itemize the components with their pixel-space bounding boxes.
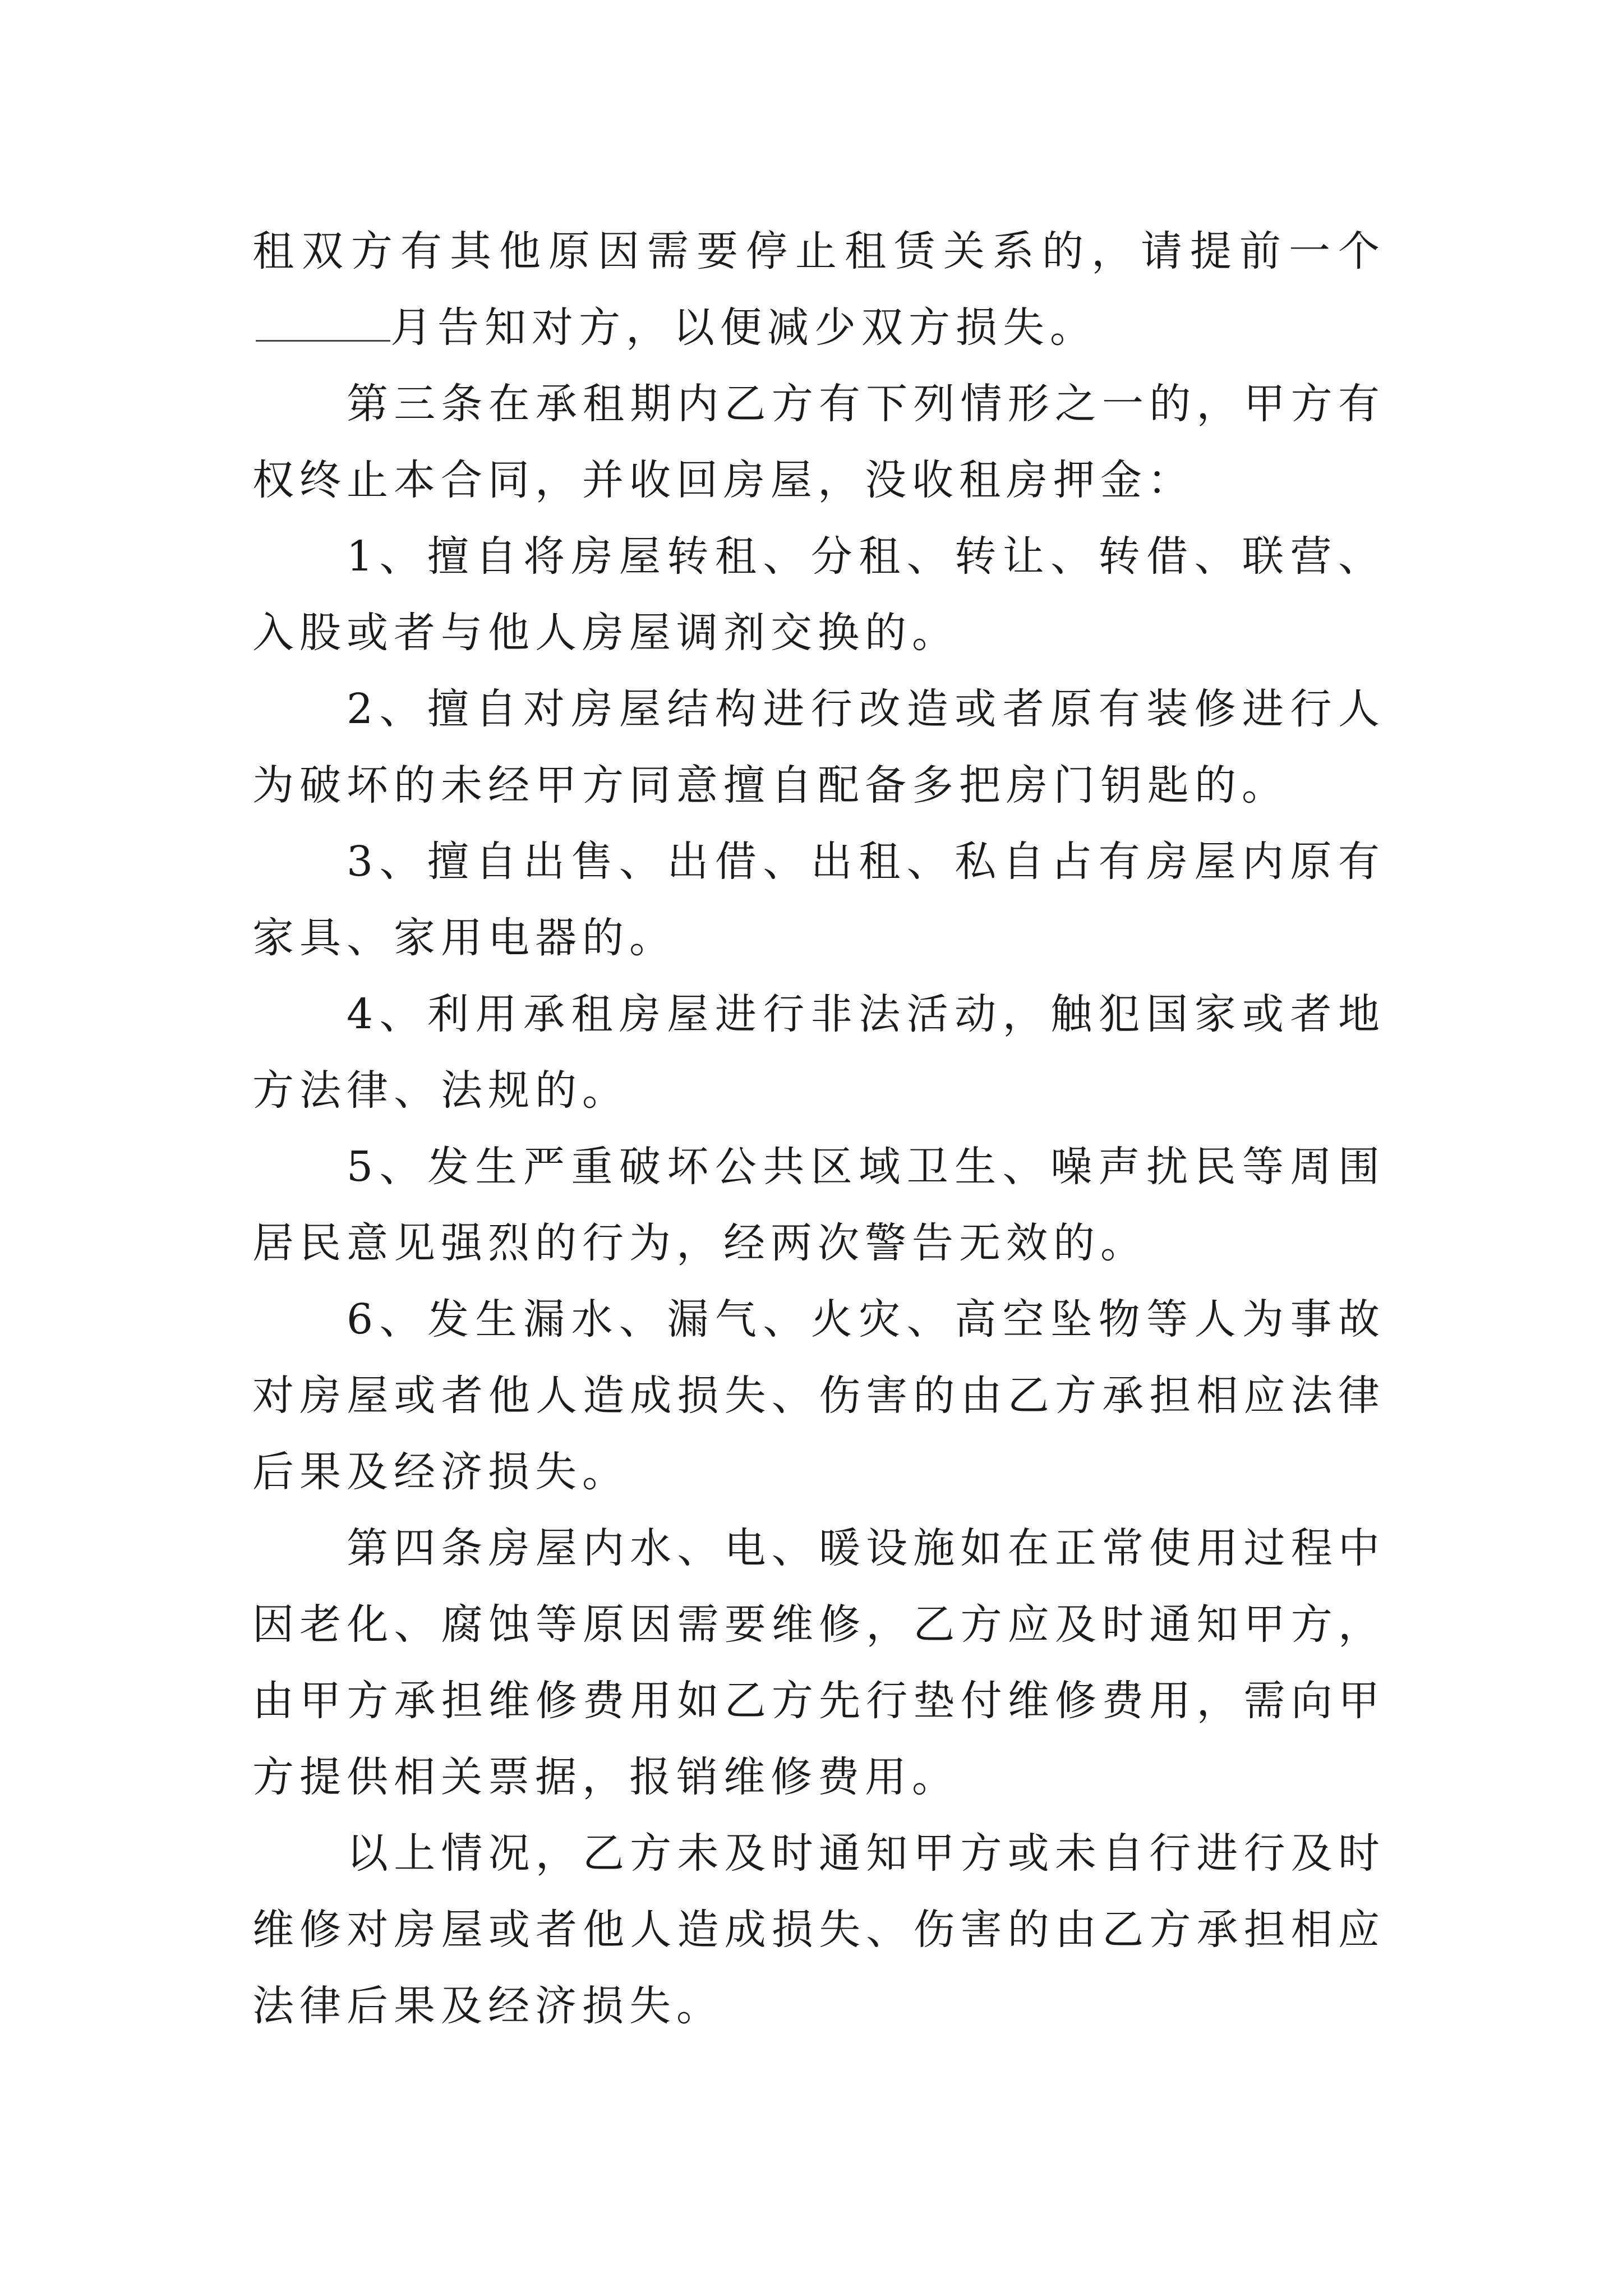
paragraph-item-6: 6、发生漏水、漏气、火灾、高空坠物等人为事故对房屋或者他人造成损失、伤害的由乙方承担相应法律后果及经济损失。: [252, 1295, 1385, 1496]
paragraph-item-5: 5、发生严重破坏公共区域卫生、噪声扰民等周围居民意见强烈的行为，经两次警告无效的。: [252, 1143, 1385, 1267]
paragraph-article-3: 第三条在承租期内乙方有下列情形之一的，甲方有权终止本合同，并收回房屋，没收租房押金：: [252, 380, 1385, 504]
paragraph-text-continued: 月告知对方，以便减少双方损失。: [390, 303, 1097, 352]
paragraph-item-1: 1、擅自将房屋转租、分租、转让、转借、联营、入股或者与他人房屋调剂交换的。: [252, 532, 1385, 657]
paragraph-item-4: 4、利用承租房屋进行非法活动，触犯国家或者地方法律、法规的。: [252, 990, 1385, 1115]
paragraph-closing: 以上情况，乙方未及时通知甲方或未自行进行及时维修对房屋或者他人造成损失、伤害的由乙方承担相应法律后果及经济损失。: [252, 1829, 1385, 2030]
paragraph-article-4: 第四条房屋内水、电、暖设施如在正常使用过程中因老化、腐蚀等原因需要维修，乙方应及时通知甲方，由甲方承担维修费用如乙方先行垫付维修费用，需向甲方提供相关票据，报销维修费用。: [252, 1524, 1385, 1801]
fill-in-blank[interactable]: [256, 301, 390, 342]
paragraph-item-3: 3、擅自出售、出借、出租、私自占有房屋内原有家具、家用电器的。: [252, 838, 1385, 962]
paragraph-termination-notice: [252, 213, 1385, 366]
paragraph-text: 租双方有其他原因需要停止租赁关系的，请提前一个: [252, 227, 1385, 275]
document-body: [252, 213, 1385, 2044]
paragraph-item-2: 2、擅自对房屋结构进行改造或者原有装修进行人为破坏的未经甲方同意擅自配备多把房门钥匙的。: [252, 685, 1385, 809]
